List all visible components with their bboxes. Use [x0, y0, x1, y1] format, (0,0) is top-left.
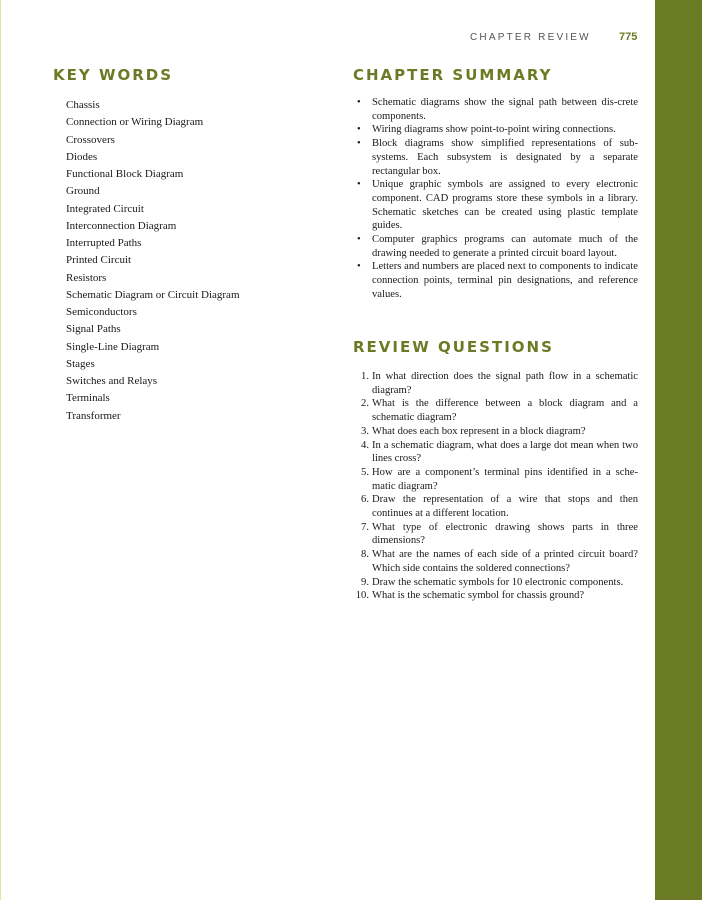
question-number: 5. — [361, 466, 369, 478]
chapter-side-tab-bar — [655, 0, 702, 900]
question-item — [361, 397, 638, 424]
key-word-item: Transformer — [66, 409, 121, 422]
question-text: In a schematic diagram, what does a large dot mean when two lines cross? — [372, 439, 638, 465]
key-word-item: Functional Block Diagram — [66, 168, 184, 180]
question-text: How are a component’s terminal pins identified in a sche-matic diagram? — [372, 466, 638, 492]
key-word-item: Chassis — [66, 99, 100, 111]
summary-item — [357, 233, 638, 260]
question-item — [361, 370, 638, 397]
bullet-marker: • — [357, 261, 361, 273]
bullet-marker: • — [357, 234, 361, 246]
question-number: 8. — [361, 549, 369, 561]
key-word-item: Printed Circuit — [66, 254, 132, 267]
question-text: Draw the schematic symbols for 10 electronic components. — [372, 576, 624, 588]
summary-item — [357, 96, 638, 123]
key-word-item: Connection or Wiring Diagram — [66, 116, 204, 129]
question-number: 3. — [361, 425, 369, 437]
chapter-summary-heading: CHAPTER SUMMARY — [353, 66, 553, 84]
bullet-marker: • — [357, 179, 361, 191]
question-number: 2. — [361, 398, 369, 410]
key-word-item: Schematic Diagram or Circuit Diagram — [66, 288, 240, 301]
question-number: 9. — [361, 576, 369, 588]
summary-item-text: Schematic diagrams show the signal path between dis-crete components. — [372, 97, 638, 122]
running-head-title: CHAPTER REVIEW — [470, 32, 591, 43]
summary-item — [357, 137, 638, 178]
key-words-list — [66, 97, 326, 425]
review-questions-list — [355, 370, 638, 603]
question-text: What are the names of each side of a printed circuit board? Which side contains the soldered connections? — [372, 549, 638, 574]
chapter-summary-list — [357, 96, 638, 302]
summary-item — [357, 123, 638, 137]
question-item — [361, 493, 638, 520]
page-number: 775 — [619, 31, 638, 43]
key-word-item: Semiconductors — [66, 306, 137, 318]
question-number: 4. — [361, 439, 369, 451]
question-number: 7. — [361, 521, 369, 533]
key-word-item: Interconnection Diagram — [66, 219, 177, 232]
key-word-item: Diodes — [66, 150, 98, 163]
summary-item-text: Unique graphic symbols are assigned to every electronic component. CAD programs store these symbols in a library. Schematic sketches can be created using plastic template guides. — [372, 179, 638, 232]
summary-item-text: Computer graphics programs can automate much of the drawing needed to generate a printed circuit board layout. — [372, 234, 638, 259]
question-text: In what direction does the signal path flow in a schematic diagram? — [372, 371, 638, 396]
summary-item — [357, 260, 638, 301]
key-word-item: Switches and Relays — [66, 375, 158, 387]
key-words-heading: KEY WORDS — [53, 66, 174, 84]
question-text: What type of electronic drawing shows parts in three dimensions? — [372, 521, 638, 547]
question-number: 10. — [355, 590, 369, 602]
key-word-item: Ground — [66, 185, 100, 198]
question-text: What is the schematic symbol for chassis ground? — [372, 590, 585, 602]
question-number: 6. — [361, 494, 369, 506]
key-word-item: Interrupted Paths — [66, 237, 142, 249]
question-item — [361, 521, 638, 548]
question-item — [361, 576, 638, 590]
key-word-item: Crossovers — [66, 133, 115, 146]
key-word-item: Single-Line Diagram — [66, 340, 160, 353]
summary-item-text: Block diagrams show simplified representations of sub-systems. Each subsystem is designated by a separate rectangular box. — [372, 138, 638, 177]
question-text: Draw the representation of a wire that stops and then continues at a different location. — [372, 494, 638, 520]
review-questions-heading: REVIEW QUESTIONS — [353, 338, 554, 356]
question-item — [361, 439, 638, 466]
bullet-marker: • — [357, 97, 361, 108]
key-word-item: Terminals — [66, 392, 110, 405]
question-item — [361, 425, 638, 439]
key-word-item: Stages — [66, 357, 95, 370]
question-number: 1. — [361, 371, 369, 382]
summary-item-text: Letters and numbers are placed next to components to indicate connection points, terminal pin designations, and reference values. — [372, 261, 638, 300]
question-item — [355, 589, 638, 603]
question-item — [361, 466, 638, 493]
question-text: What does each box represent in a block diagram? — [372, 425, 586, 437]
summary-item-text: Wiring diagrams show point-to-point wiring connections. — [372, 124, 616, 136]
page-left-edge-rule — [0, 0, 1, 900]
question-item — [361, 548, 638, 575]
bullet-marker: • — [357, 138, 361, 150]
key-word-item: Integrated Circuit — [66, 202, 144, 215]
key-word-item: Resistors — [66, 271, 107, 284]
summary-item — [357, 178, 638, 233]
question-text: What is the difference between a block diagram and a schematic diagram? — [372, 398, 638, 424]
key-word-item: Signal Paths — [66, 323, 121, 336]
bullet-marker: • — [357, 124, 361, 136]
